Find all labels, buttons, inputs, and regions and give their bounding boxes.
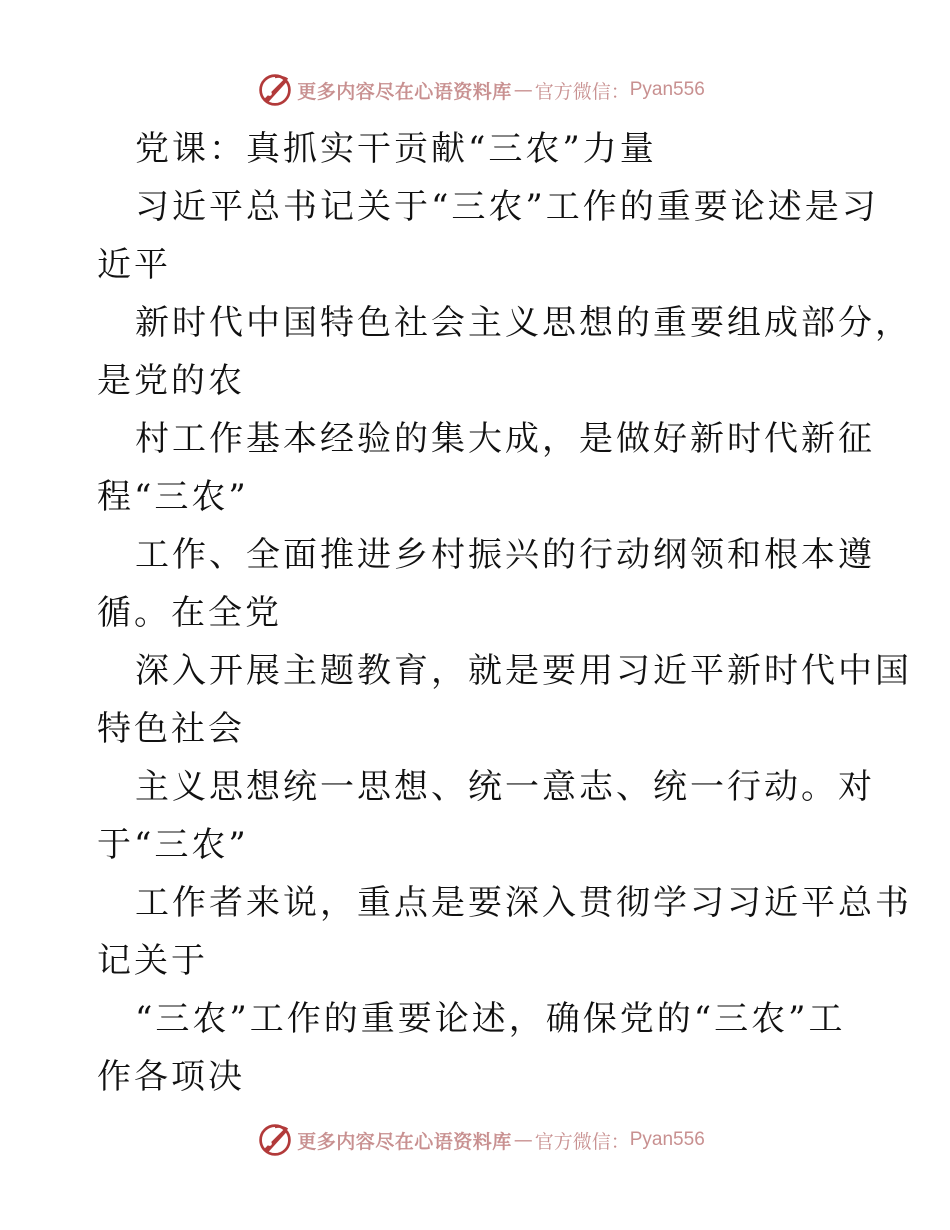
header-watermark (0, 70, 950, 110)
document-body (97, 120, 912, 1106)
watermark-group (257, 72, 705, 108)
watermark-id: Pyan556 (629, 1129, 705, 1150)
watermark-id: Pyan556 (629, 79, 705, 100)
text-line: 于“三农” (97, 825, 249, 865)
watermark-dash: — (513, 1129, 533, 1151)
text-line: “三农”工作的重要论述，确保党的“三农”工 (135, 999, 846, 1039)
text-line: 工作者来说，重点是要深入贯彻学习习近平总书 (135, 883, 912, 923)
text-line: 循。在全党 (97, 593, 282, 633)
watermark-label: 官方微信： (534, 1130, 630, 1153)
watermark-label: 官方微信： (534, 80, 630, 103)
text-line: 作各项决 (97, 1057, 245, 1097)
text-line: 是党的农 (97, 361, 245, 401)
text-line: 程“三农” (97, 477, 249, 517)
text-line: 近平 (97, 245, 171, 285)
text-line: 新时代中国特色社会主义思想的重要组成部分， (135, 303, 912, 343)
footer-watermark (0, 1120, 950, 1160)
document-title: 党课：真抓实干贡献“三农”力量 (135, 129, 657, 169)
text-line: 记关于 (97, 941, 208, 981)
text-line: 村工作基本经验的集大成，是做好新时代新征 (135, 419, 875, 459)
watermark-brand: 更多内容尽在心语资料库 (297, 80, 512, 103)
text-line: 深入开展主题教育，就是要用习近平新时代中国 (135, 651, 912, 691)
text-line: 主义思想统一思想、统一意志、统一行动。对 (135, 767, 875, 807)
quill-logo-icon (257, 72, 293, 108)
watermark-dash: — (513, 79, 533, 101)
text-line: 工作、全面推进乡村振兴的行动纲领和根本遵 (135, 535, 875, 575)
text-line: 特色社会 (97, 709, 245, 749)
quill-logo-icon (257, 1122, 293, 1158)
text-line: 习近平总书记关于“三农”工作的重要论述是习 (135, 187, 879, 227)
watermark-group (257, 1122, 705, 1158)
watermark-brand: 更多内容尽在心语资料库 (297, 1130, 512, 1153)
